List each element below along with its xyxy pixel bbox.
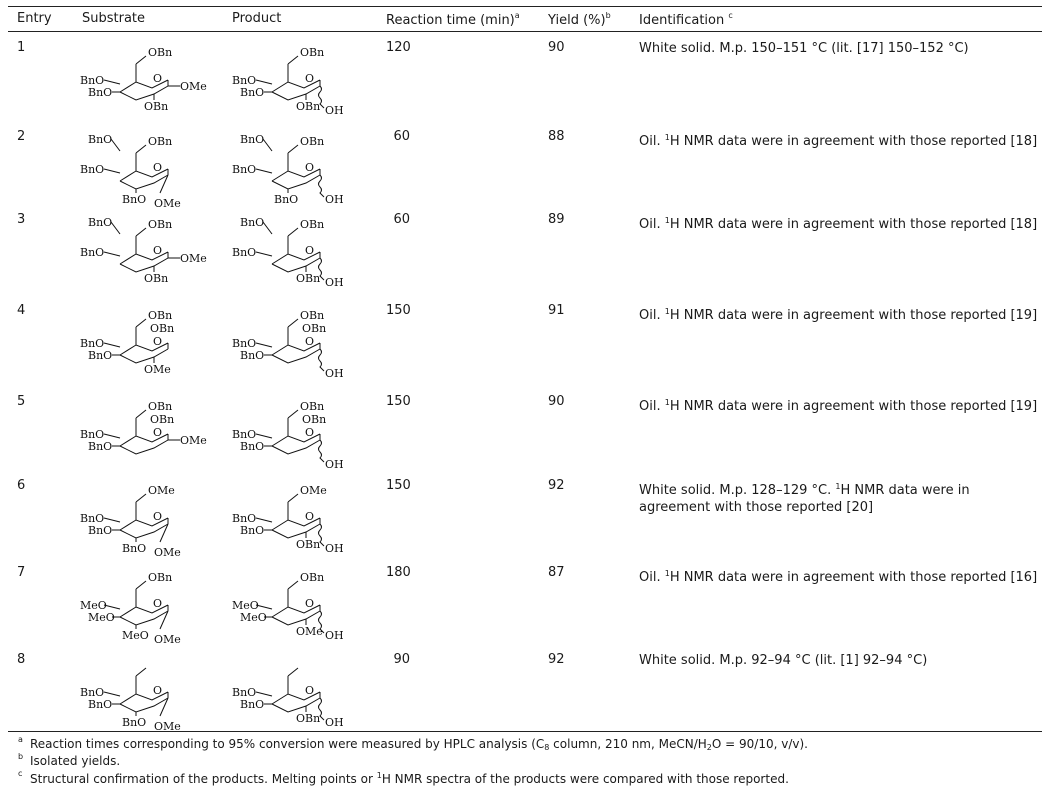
substituent-label-left1: BnO [232,163,257,176]
substituent-label-left1: BnO [232,686,257,699]
yield-value: 87 [548,565,565,580]
identification-text-part: H NMR data were in agreement with those reported [18] [669,134,1038,149]
substituent-label-bottom2: OMe [154,197,181,210]
bond [256,692,272,696]
substituent-label-bottom1: BnO [122,542,147,555]
isotope-superscript: 1 [835,482,841,491]
ring-bond [272,175,320,189]
identification-text-part: Oil. [639,570,665,585]
ring-bond [288,581,298,589]
product-structure [232,42,362,122]
reaction-time: 60 [393,129,410,144]
isotope-superscript: 1 [664,133,670,142]
bond [104,692,120,696]
ring-oxygen-label: O [153,597,163,610]
substituent-label-left1: BnO [80,246,105,259]
header-reaction-time: Reaction time $(\min)^a$ [386,11,520,28]
substituent-label-bottom: OBn [296,538,321,551]
ring-oxygen-label: O [305,510,315,523]
identification-text: White solid. M.p. 92–94 °C (lit. [1] 92–94 °C) [639,653,928,668]
identification-text-part: Oil. [639,134,665,149]
header-identification: Identification $^c$ [639,11,733,28]
substituent-label-top: OBn [148,571,173,584]
substituent-label-bottom2: OMe [154,633,181,646]
substituent-label-left1: BnO [232,246,257,259]
ring-bond [288,228,298,236]
identification-text: White solid. M.p. 150–151 °C (lit. [17] 150–152 °C) [639,41,969,56]
substrate-structure [80,480,210,560]
identification-text-part: Oil. [639,399,665,414]
product-structure [232,396,362,476]
identification-text [639,565,1039,586]
product-structure [232,480,362,560]
substituent-label-top2: OBn [150,413,175,426]
ring-oxygen-label: O [305,335,315,348]
ring-bond [120,611,168,625]
substituent-label-top: OBn [300,46,325,59]
yield-value: 91 [548,303,565,318]
substituent-label-bottom1: BnO [122,716,147,729]
substituent-label-bottom2: OMe [154,720,181,733]
substituent-label-bottom: OMe [144,363,171,376]
substituent-label-left1: BnO [232,428,257,441]
ring-bond [288,56,298,64]
ring-bond [120,258,168,272]
substituent-label-left2: BnO [240,698,265,711]
substituent-label-left2: BnO [88,698,113,711]
ring-bond [136,56,146,64]
bond [104,80,120,84]
isotope-superscript: 1 [664,569,670,578]
ring-bond [136,581,146,589]
identification-text-part: H NMR data were in agreement with those reported [19] [669,308,1038,323]
substituent-label-right: OMe [180,80,207,93]
header-product: Product [232,11,282,26]
reaction-time: 150 [386,478,411,493]
ring-oxygen-label: O [153,510,163,523]
bond [256,169,272,173]
substituent-label-top: OBn [148,309,173,322]
substituent-label-bottom: OBn [296,712,321,725]
identification-text [639,394,1039,415]
header-entry: Entry [17,11,52,26]
substituent-label-left1: BnO [232,337,257,350]
substituent-label-top: OBn [300,218,325,231]
product-structure [232,214,362,294]
substituent-label-left1: BnO [80,74,105,87]
substituent-label-left1: MeO [80,599,107,612]
ring-bond [136,228,146,236]
substrate-structure [80,396,210,476]
entry-number: 6 [17,478,26,493]
substituent-label-bottom1: MeO [122,629,149,642]
identification-text [639,478,1039,516]
hydroxyl-label: OH [325,367,344,380]
ring-bond [120,175,168,189]
substituent-label-bottom: OBn [296,100,321,113]
bond [256,518,272,522]
substituent-label-left1: BnO [80,512,105,525]
substituent-label-left2: BnO [88,524,113,537]
ring-bond [136,668,146,676]
substituent-label-left2: BnO [88,349,113,362]
reaction-time: 120 [386,40,411,55]
bond [111,222,120,234]
ring-oxygen-label: O [153,161,163,174]
yield-value: 89 [548,212,565,227]
bond [263,222,272,234]
substituent-label-right: OMe [180,252,207,265]
entry-number: 2 [17,129,26,144]
substituent-label-top: OBn [148,218,173,231]
ring-bond [136,145,146,153]
product-structure [232,305,362,385]
ring-bond [272,524,320,538]
substituent-label-left2: BnO [240,524,265,537]
substituent-label-top: OBn [148,400,173,413]
identification-text-part: H NMR data were in agreement with those reported [20] [639,483,970,515]
substrate-structure [80,42,210,122]
substrate-structure [80,214,210,294]
hydroxyl-label: OH [325,458,344,471]
hydroxyl-label: OH [325,276,344,289]
substituent-label-top: OBn [300,309,325,322]
ring-oxygen-label: O [153,684,163,697]
header-substrate: Substrate [82,11,146,26]
entry-number: 8 [17,652,26,667]
ring-bond [288,319,298,327]
ring-bond [272,611,320,625]
identification-text-part: H NMR data were in agreement with those reported [16] [669,570,1038,585]
product-structure [232,654,362,734]
reaction-time: 60 [393,212,410,227]
reaction-time: 180 [386,565,411,580]
isotope-superscript: 1 [664,398,670,407]
identification-text-part: Oil. [639,217,665,232]
reaction-time: 150 [386,303,411,318]
substituent-label-left1: BnO [80,428,105,441]
product-structure [232,567,362,647]
wavy-bond [319,349,325,371]
bond [256,343,272,347]
bond [256,252,272,256]
ring-bond [120,349,168,363]
header-rule [8,31,1042,32]
substituent-label-top2: OBn [302,322,327,335]
hydroxyl-label: OH [325,629,344,642]
yield-value: 92 [548,652,565,667]
substituent-label-top: OBn [300,135,325,148]
bond [263,139,272,151]
yield-value: 90 [548,40,565,55]
yield-value: 92 [548,478,565,493]
yield-value: 88 [548,129,565,144]
ring-oxygen-label: O [305,161,315,174]
isotope-superscript: 1 [664,307,670,316]
entry-number: 1 [17,40,26,55]
substituent-label-bottom2: OMe [154,546,181,559]
ring-bond [272,440,320,454]
ring-bond [288,145,298,153]
isotope-superscript: 1 [664,216,670,225]
substituent-label-top: OBn [148,135,173,148]
identification-text [639,303,1039,324]
substituent-label-top: OBn [300,400,325,413]
substituent-label-bottom: OMe [296,625,323,638]
wavy-bond [319,440,325,462]
substituent-label-left1: BnO [80,337,105,350]
substituent-label-bottom1: BnO [274,193,299,206]
hydroxyl-label: OH [325,716,344,729]
identification-text-part: White solid. M.p. 128–129 °C. [639,483,836,498]
substituent-label-bottom: OBn [144,272,169,285]
entry-number: 7 [17,565,26,580]
substituent-label-left1: MeO [232,599,259,612]
ring-bond [272,349,320,363]
bond [256,434,272,438]
ring-bond [136,319,146,327]
bond [104,434,120,438]
entry-number: 3 [17,212,26,227]
product-structure [232,131,362,211]
substituent-label-top2: OBn [302,413,327,426]
substrate-structure [80,305,210,385]
hydroxyl-label: OH [325,193,344,206]
ring-bond [288,494,298,502]
ring-bond [288,668,298,676]
bond [256,80,272,84]
ring-bond [120,524,168,538]
entry-number: 5 [17,394,26,409]
bond [104,252,120,256]
yield-value: 90 [548,394,565,409]
substituent-label-left1: BnO [232,74,257,87]
ring-bond [272,86,320,100]
identification-text-part: Oil. [639,308,665,323]
ring-oxygen-label: O [305,426,315,439]
substituent-label-left2: MeO [88,611,115,624]
reaction-time: 90 [393,652,410,667]
ring-bond [120,86,168,100]
substituent-label-left2: BnO [88,86,113,99]
identification-text [639,212,1039,233]
substrate-structure [80,567,210,647]
substituent-label-left0: BnO [240,216,265,229]
ring-bond [136,410,146,418]
substituent-label-left0: BnO [88,216,113,229]
ring-oxygen-label: O [305,597,315,610]
ring-oxygen-label: O [305,684,315,697]
bond [104,343,120,347]
substituent-label-left0: BnO [88,133,113,146]
ring-bond [272,258,320,272]
bond [104,169,120,173]
substituent-label-top: OBn [148,46,173,59]
ring-bond [288,410,298,418]
ring-oxygen-label: O [153,426,163,439]
substituent-label-left2: BnO [240,86,265,99]
substituent-label-left1: BnO [80,686,105,699]
ring-oxygen-label: O [153,72,163,85]
ring-oxygen-label: O [153,244,163,257]
substrate-structure [80,131,210,211]
bond [111,139,120,151]
substituent-label-left2: BnO [240,349,265,362]
identification-text-part: H NMR data were in agreement with those reported [18] [669,217,1038,232]
top-rule [8,6,1042,7]
substituent-label-right: OMe [180,434,207,447]
ring-bond [120,440,168,454]
substituent-label-top: OMe [300,484,327,497]
identification-text-part: H NMR data were in agreement with those reported [19] [669,399,1038,414]
ring-bond [272,698,320,712]
header-yield: Yield (%)$^b$ [548,11,611,28]
ring-oxygen-label: O [305,72,315,85]
hydroxyl-label: OH [325,104,344,117]
substituent-label-bottom: OBn [296,272,321,285]
hydroxyl-label: OH [325,542,344,555]
substituent-label-bottom: OBn [144,100,169,113]
ring-oxygen-label: O [305,244,315,257]
substituent-label-left1: BnO [232,512,257,525]
ring-oxygen-label: O [153,335,163,348]
substituent-label-left0: BnO [240,133,265,146]
substituent-label-left2: BnO [88,440,113,453]
ring-bond [120,698,168,712]
entry-number: 4 [17,303,26,318]
wavy-bond [319,175,325,197]
substituent-label-left2: MeO [240,611,267,624]
substituent-label-left2: BnO [240,440,265,453]
substrate-structure [80,654,210,734]
identification-text [639,129,1039,150]
substituent-label-left1: BnO [80,163,105,176]
substituent-label-top2: OBn [150,322,175,335]
bond [104,518,120,522]
ring-bond [136,494,146,502]
substituent-label-top: OBn [300,571,325,584]
substituent-label-top: OMe [148,484,175,497]
substituent-label-bottom1: BnO [122,193,147,206]
reaction-time: 150 [386,394,411,409]
